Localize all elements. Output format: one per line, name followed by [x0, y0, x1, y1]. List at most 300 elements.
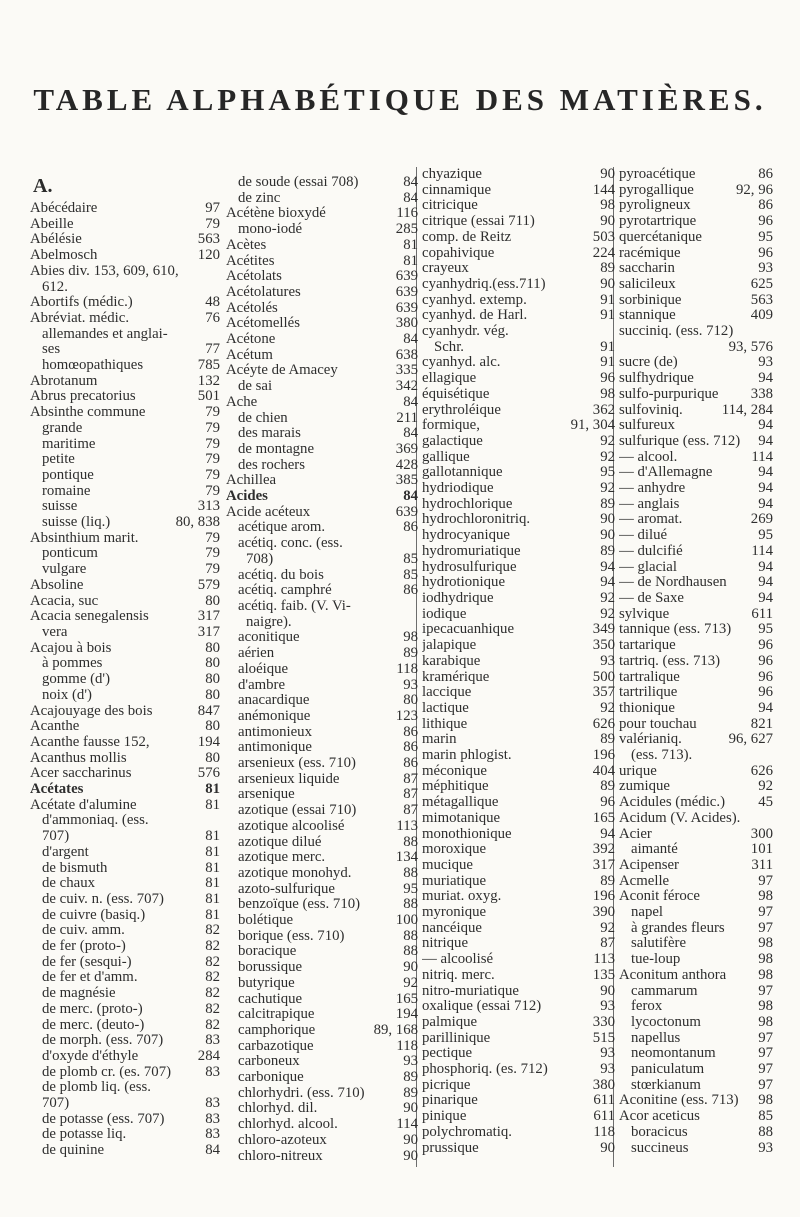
entry-term: succineus	[631, 1140, 689, 1156]
index-entry	[30, 876, 220, 892]
entry-page-number: 98	[403, 629, 418, 646]
index-entry	[226, 1039, 418, 1055]
index-entry	[30, 374, 220, 390]
entry-page-number: 123	[395, 707, 418, 724]
index-entry	[226, 505, 418, 521]
entry-page-number: 82	[205, 1016, 220, 1033]
index-entry	[619, 874, 773, 890]
index-entry	[422, 717, 615, 733]
index-entry	[619, 1015, 773, 1031]
index-entry	[30, 468, 220, 484]
entry-page-number: 89	[600, 731, 615, 748]
index-entry	[226, 929, 418, 945]
entry-page-number: 639	[395, 299, 418, 316]
entry-page-number: 380	[395, 315, 418, 332]
entry-term: (ess. 713).	[631, 748, 693, 764]
entry-term: de chien	[238, 410, 288, 426]
entry-term: romaine	[42, 483, 91, 499]
entry-page-number: 92	[758, 778, 773, 795]
entry-page-number: 94	[758, 589, 773, 606]
entry-page-number: 87	[403, 802, 418, 819]
entry-term: sulfureux	[619, 418, 675, 434]
entry-page-number: 97	[758, 904, 773, 921]
entry-term: aloéique	[238, 661, 289, 677]
entry-term: erythroléique	[422, 402, 501, 418]
entry-page-number	[416, 599, 418, 615]
entry-page-number: 77	[205, 341, 220, 358]
entry-page-number: 82	[205, 1000, 220, 1017]
entry-page-number: 330	[592, 1013, 615, 1030]
entry-page-number: 82	[205, 922, 220, 939]
index-entry	[30, 609, 220, 625]
index-entry	[619, 858, 773, 874]
entry-page-number: 86	[758, 166, 773, 182]
entry-page-number: 80, 838	[175, 514, 220, 531]
entry-page-number: 89	[403, 645, 418, 662]
index-entry	[30, 1049, 220, 1065]
index-column-3	[422, 167, 615, 1156]
index-entry	[422, 984, 615, 1000]
index-entry	[619, 999, 773, 1015]
entry-term: arsenieux liquide	[238, 771, 340, 787]
entry-term: lithique	[422, 716, 468, 732]
entry-term: de merc. (proto-)	[42, 1001, 143, 1017]
entry-page-number: 311	[751, 856, 773, 873]
index-entry	[30, 782, 220, 798]
entry-term: tannique (ess. 713)	[619, 622, 732, 638]
entry-term: Acide acéteux	[226, 504, 311, 520]
entry-page-number: 285	[395, 221, 418, 238]
index-entry	[619, 324, 773, 340]
entry-term: d'argent	[42, 844, 89, 860]
entry-page-number: 338	[750, 385, 773, 402]
index-entry	[619, 355, 773, 371]
entry-term: 708)	[246, 551, 274, 567]
index-entry	[30, 515, 220, 531]
index-entry	[422, 434, 615, 450]
entry-term: 707)	[42, 1096, 70, 1112]
entry-page-number: 80	[205, 639, 220, 656]
entry-term: azoto-sulfurique	[238, 881, 335, 897]
entry-term: Acanthus mollis	[30, 750, 127, 766]
entry-term: hydrotionique	[422, 575, 506, 591]
entry-term: laccique	[422, 685, 472, 701]
index-entry	[619, 968, 773, 984]
entry-page-number: 93	[600, 1061, 615, 1078]
index-entry	[619, 701, 773, 717]
entry-page-number: 362	[592, 401, 615, 418]
entry-term: Acajouyage des bois	[30, 703, 153, 719]
entry-page-number: 132	[197, 372, 220, 389]
entry-term: pinarique	[422, 1093, 478, 1109]
entry-page-number: 369	[395, 440, 418, 457]
entry-page-number: 86	[758, 197, 773, 214]
entry-term: Abortifs (médic.)	[30, 295, 133, 311]
index-entry	[619, 261, 773, 277]
entry-term: Abélésie	[30, 232, 82, 248]
entry-term: marin	[422, 732, 457, 748]
entry-page-number: 785	[197, 357, 220, 374]
entry-page-number: 501	[197, 388, 220, 405]
index-entry	[619, 340, 773, 356]
index-entry	[422, 1141, 615, 1157]
index-entry	[422, 1109, 615, 1125]
entry-term: de potasse (ess. 707)	[42, 1111, 165, 1127]
entry-term: équisétique	[422, 386, 490, 402]
entry-term: aconitique	[238, 630, 300, 646]
index-column-4	[619, 167, 773, 1156]
index-entry	[226, 709, 418, 725]
entry-page-number: 98	[758, 935, 773, 952]
entry-term: citricique	[422, 198, 478, 214]
entry-term: petite	[42, 452, 75, 468]
entry-page-number: 98	[600, 197, 615, 214]
index-entry	[619, 1062, 773, 1078]
entry-page-number: 94	[758, 464, 773, 481]
entry-page-number: 93	[758, 260, 773, 277]
index-entry	[422, 638, 615, 654]
entry-term: Acajou à bois	[30, 640, 112, 656]
entry-page-number: 89	[403, 1069, 418, 1086]
index-entry	[422, 1062, 615, 1078]
entry-term: muriat. oxyg.	[422, 889, 502, 905]
index-entry	[619, 622, 773, 638]
entry-term: azotique monohyd.	[238, 865, 352, 881]
entry-term: crayeux	[422, 261, 469, 277]
entry-term: myronique	[422, 905, 487, 921]
entry-term: de montagne	[238, 441, 315, 457]
entry-page-number: 89	[600, 542, 615, 559]
index-entry	[619, 1093, 773, 1109]
entry-page-number: 89	[600, 495, 615, 512]
entry-term: d'ammoniaq. (ess.	[42, 813, 149, 829]
entry-term: acétiq. faib. (V. Vi-	[238, 598, 351, 614]
entry-page-number: 89, 168	[373, 1021, 418, 1038]
index-entry	[30, 923, 220, 939]
index-entry	[619, 512, 773, 528]
entry-page-number: 92	[600, 589, 615, 606]
entry-term: carboneux	[238, 1054, 300, 1070]
entry-term: polychromatiq.	[422, 1124, 512, 1140]
entry-term: prussique	[422, 1140, 479, 1156]
index-entry	[226, 803, 418, 819]
index-entry	[226, 332, 418, 348]
entry-page-number: 83	[205, 1126, 220, 1143]
index-entry	[226, 630, 418, 646]
entry-term: pyrogallique	[619, 182, 694, 198]
entry-page-number: 90	[403, 959, 418, 976]
entry-term: de morph. (ess. 707)	[42, 1033, 164, 1049]
index-entry	[226, 1007, 418, 1023]
index-entry	[30, 421, 220, 437]
entry-page-number: 335	[395, 362, 418, 379]
entry-page-number: 85	[403, 566, 418, 583]
entry-term: 707)	[42, 829, 70, 845]
index-entry	[30, 546, 220, 562]
index-entry	[30, 813, 220, 829]
entry-term: — de Nordhausen	[619, 575, 727, 591]
entry-term: d'oxyde d'éthyle	[42, 1048, 139, 1064]
index-entry	[30, 484, 220, 500]
entry-term: thionique	[619, 700, 675, 716]
index-entry	[30, 845, 220, 861]
entry-page-number: 79	[205, 419, 220, 436]
index-entry	[422, 936, 615, 952]
index-entry	[226, 363, 418, 379]
entry-page-number: 88	[403, 896, 418, 913]
entry-term: Absinthe commune	[30, 405, 146, 421]
entry-term: marin phlogist.	[422, 748, 512, 764]
index-entry	[422, 921, 615, 937]
entry-page-number: 134	[395, 849, 418, 866]
index-entry	[30, 342, 220, 358]
entry-term: — anglais	[619, 496, 680, 512]
index-entry	[422, 889, 615, 905]
index-entry	[422, 167, 615, 183]
entry-page-number: 118	[593, 1123, 615, 1140]
index-entry	[422, 387, 615, 403]
entry-page-number: 82	[205, 938, 220, 955]
index-column-1	[30, 201, 220, 1159]
entry-term: acétiq. camphré	[238, 583, 332, 599]
section-letter: A.	[33, 175, 53, 197]
index-entry	[226, 175, 418, 191]
entry-page-number: 350	[592, 637, 615, 654]
entry-page-number: 92	[600, 480, 615, 497]
entry-term: Acanthe fausse 152,	[30, 734, 150, 750]
entry-term: maritime	[42, 436, 96, 452]
entry-page-number: 317	[592, 856, 615, 873]
entry-term: hydrochloronitriq.	[422, 512, 531, 528]
entry-page-number: 211	[396, 409, 418, 426]
index-entry	[619, 214, 773, 230]
entry-term: chlorhyd. dil.	[238, 1101, 318, 1117]
entry-page-number: 611	[593, 1092, 615, 1109]
entry-term: karabique	[422, 653, 481, 669]
index-entry	[226, 1070, 418, 1086]
entry-term: pectique	[422, 1046, 473, 1062]
index-entry	[422, 512, 615, 528]
entry-term: cyanhyd. extemp.	[422, 292, 527, 308]
entry-page-number: 79	[205, 482, 220, 499]
entry-page-number: 94	[758, 480, 773, 497]
entry-page-number: 638	[395, 346, 418, 363]
index-entry	[422, 607, 615, 623]
index-entry	[30, 751, 220, 767]
index-entry	[619, 371, 773, 387]
entry-page-number: 90	[600, 1139, 615, 1156]
entry-page-number: 93, 576	[728, 338, 773, 355]
entry-page-number: 94	[600, 574, 615, 591]
entry-page-number: 84	[403, 488, 418, 505]
index-entry	[422, 952, 615, 968]
entry-term: Abécédaire	[30, 201, 98, 216]
entry-term: de fer et d'amm.	[42, 970, 138, 986]
entry-page-number: 114	[396, 1116, 418, 1133]
index-entry	[619, 450, 773, 466]
entry-page-number: 48	[205, 294, 220, 311]
entry-page-number: 349	[592, 621, 615, 638]
index-entry	[619, 670, 773, 686]
entry-term: mucique	[422, 857, 473, 873]
entry-page-number: 94	[758, 574, 773, 591]
index-entry	[422, 355, 615, 371]
entry-page-number: 563	[750, 291, 773, 308]
index-entry	[619, 403, 773, 419]
entry-term: chlorhydri. (ess. 710)	[238, 1085, 365, 1101]
entry-page-number: 97	[758, 1076, 773, 1093]
entry-term: chlorhyd. alcool.	[238, 1117, 338, 1133]
index-entry	[619, 921, 773, 937]
index-entry	[30, 955, 220, 971]
entry-term: salicileux	[619, 276, 676, 292]
entry-page-number: 92, 96	[736, 181, 773, 198]
index-entry	[30, 1143, 220, 1159]
entry-term: grande	[42, 420, 83, 436]
index-entry	[226, 1054, 418, 1070]
index-entry	[226, 269, 418, 285]
entry-page-number: 194	[197, 733, 220, 750]
index-entry	[619, 591, 773, 607]
index-entry	[30, 908, 220, 924]
entry-term: hydromuriatique	[422, 543, 521, 559]
entry-term: aérien	[238, 646, 275, 662]
entry-page-number: 45	[758, 794, 773, 811]
index-entry	[226, 850, 418, 866]
entry-term: comp. de Reitz	[422, 229, 512, 245]
entry-term: de merc. (deuto-)	[42, 1017, 145, 1033]
index-entry	[30, 1127, 220, 1143]
index-entry	[30, 704, 220, 720]
entry-page-number: 98	[758, 951, 773, 968]
entry-page-number: 79	[205, 435, 220, 452]
index-entry	[30, 672, 220, 688]
index-entry	[619, 1109, 773, 1125]
entry-term: de soude (essai 708)	[238, 175, 359, 190]
entry-term: chloro-azoteux	[238, 1132, 327, 1148]
entry-term: butyrique	[238, 975, 295, 991]
index-entry	[619, 764, 773, 780]
entry-term: Acidules (médic.)	[619, 795, 726, 811]
entry-term: galactique	[422, 433, 483, 449]
entry-page-number: 96	[758, 213, 773, 230]
index-entry	[30, 892, 220, 908]
entry-term: Acétum	[226, 347, 273, 363]
index-entry	[30, 562, 220, 578]
entry-term: Abelmosch	[30, 248, 98, 264]
entry-term: Achillea	[226, 473, 277, 489]
entry-page-number	[218, 327, 220, 343]
entry-term: sulfhydrique	[619, 371, 694, 387]
entry-page-number: 87	[403, 770, 418, 787]
entry-term: Absoline	[30, 577, 84, 593]
index-entry	[226, 866, 418, 882]
index-entry	[30, 201, 220, 217]
index-entry	[619, 1125, 773, 1141]
index-entry	[422, 465, 615, 481]
index-entry	[30, 1002, 220, 1018]
index-entry	[619, 717, 773, 733]
index-entry	[422, 230, 615, 246]
entry-term: Acétate d'alumine	[30, 797, 137, 813]
entry-page-number: 847	[197, 702, 220, 719]
entry-term: Acétène bioxydé	[226, 206, 326, 222]
entry-page-number: 91, 304	[570, 417, 615, 434]
entry-term: boracique	[238, 944, 297, 960]
entry-page-number: 81	[205, 796, 220, 813]
entry-page-number: 91	[600, 338, 615, 355]
entry-term: à pommes	[42, 656, 103, 672]
entry-term: pinique	[422, 1109, 467, 1125]
entry-page-number: 91	[600, 291, 615, 308]
index-entry	[619, 1046, 773, 1062]
index-entry	[422, 261, 615, 277]
entry-page-number: 120	[197, 247, 220, 264]
index-entry	[226, 944, 418, 960]
entry-page-number: 79	[205, 545, 220, 562]
entry-page-number: 83	[205, 1095, 220, 1112]
entry-term: suisse	[42, 499, 78, 515]
entry-term: sorbinique	[619, 292, 682, 308]
index-entry	[619, 779, 773, 795]
entry-page-number: 380	[592, 1076, 615, 1093]
index-entry	[30, 311, 220, 327]
index-entry	[30, 295, 220, 311]
entry-page-number: 224	[592, 244, 615, 261]
entry-page-number: 113	[396, 817, 418, 834]
index-entry	[30, 986, 220, 1002]
index-entry	[226, 615, 418, 631]
entry-term: sulfo-purpurique	[619, 386, 719, 402]
index-entry	[226, 693, 418, 709]
index-entry	[226, 882, 418, 898]
entry-term: de plomb cr. (es. 707)	[42, 1064, 172, 1080]
index-entry	[30, 688, 220, 704]
index-entry	[226, 411, 418, 427]
entry-page-number: 86	[403, 723, 418, 740]
entry-page-number: 93	[403, 676, 418, 693]
entry-page-number	[218, 813, 220, 829]
index-entry	[226, 1101, 418, 1117]
index-entry	[226, 756, 418, 772]
entry-term: des rochers	[238, 457, 305, 473]
index-entry	[619, 827, 773, 843]
entry-term: gallotannique	[422, 465, 503, 481]
entry-term: carbazotique	[238, 1038, 314, 1054]
index-entry	[30, 625, 220, 641]
index-entry	[30, 1112, 220, 1128]
index-entry	[226, 348, 418, 364]
entry-term: vera	[42, 624, 68, 640]
entry-term: urique	[619, 763, 657, 779]
entry-page-number: 503	[592, 228, 615, 245]
entry-page-number: 269	[750, 511, 773, 528]
entry-term: ipecacuanhique	[422, 622, 515, 638]
entry-term: parillinique	[422, 1030, 491, 1046]
entry-term: Acètes	[226, 237, 267, 253]
index-entry	[422, 293, 615, 309]
entry-term: lycoctonum	[631, 1014, 701, 1030]
entry-term: pour touchau	[619, 716, 697, 732]
entry-term: aimanté	[631, 842, 678, 858]
entry-page-number: 500	[592, 668, 615, 685]
index-entry	[226, 976, 418, 992]
entry-page-number: 90	[600, 527, 615, 544]
index-entry	[422, 1046, 615, 1062]
entry-term: naigre).	[246, 614, 292, 630]
index-entry	[422, 1031, 615, 1047]
index-entry	[422, 214, 615, 230]
